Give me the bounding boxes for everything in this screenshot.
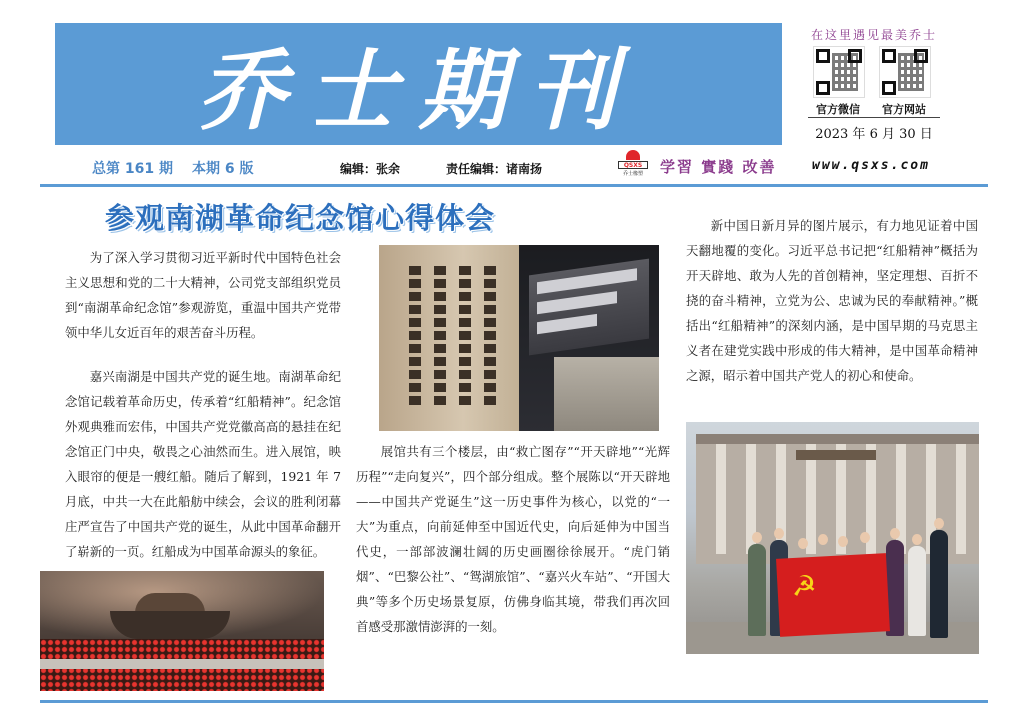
group-photo xyxy=(686,422,979,654)
editor-credit: 编辑：张余 xyxy=(340,162,401,176)
museum-exhibit-photo xyxy=(379,245,659,431)
publication-title: 乔士期刊 xyxy=(198,38,639,142)
issue-page-count: 本期 6 版 xyxy=(192,161,254,177)
qr-website-label: 官方网站 xyxy=(882,103,926,116)
website-link[interactable]: www.qsxs.com xyxy=(812,158,930,173)
company-logo-icon xyxy=(618,150,648,178)
header-divider xyxy=(40,184,988,187)
article-headline: 参观南湖革命纪念馆心得体会 xyxy=(105,201,496,235)
red-boat-photo xyxy=(40,571,324,691)
qr-code-wechat-icon[interactable] xyxy=(813,46,865,98)
qr-wechat-label: 官方微信 xyxy=(816,103,860,116)
date-divider xyxy=(808,117,940,118)
paragraph-3: 展馆共有三个楼层，由“救亡图存”“开天辟地”“光辉历程”“走向复兴”，四个部分组成。整个展陈以“开天辟地——中国共产党诞生”这一历史事件为核心，以党的“一大”为重点，向前延伸至中国近代史，向后延伸为中国当代史，一部部波澜壮阔的历史画圈徐徐展开。“虎门销烟”、“巴黎公社”、“鸳湖旅馆”、“嘉兴火车站”、“开国大典”等多个历史场景复原，仿佛身临其境，带我们再次回首感受那激情澎湃的一刻。 xyxy=(356,444,670,634)
paragraph-2: 嘉兴南湖是中国共产党的诞生地。南湖革命纪念馆记载着革命历史，传承着“红船精神”。纪念馆外观典雅而宏伟，中国共产党党徽高高的悬挂在纪念馆正门中央，敬畏之心油然而生。进入展馆，映入眼帘的便是一艘红船。随后了解到，1921 年 7 月底，中共一大在此船舫中续会，会议的胜利闭幕庄严宣告了中国共产党的诞生，从此中国革命翻开了崭新的一页。红船成为中国革命源头的象征。 xyxy=(65,369,341,559)
logo-caption: 乔士橡塑 xyxy=(622,171,643,177)
party-flag: ☭ xyxy=(776,553,890,637)
issue-total-number: 总第 161 期 xyxy=(92,161,173,177)
chief-editor-credit: 责任编辑：诸南扬 xyxy=(446,162,543,176)
company-motto: 学習 實踐 改善 xyxy=(660,158,777,176)
qr-code-website-icon[interactable] xyxy=(879,46,931,98)
publication-date: 2023 年 6 月 30 日 xyxy=(815,127,933,142)
masthead-banner xyxy=(55,23,782,145)
tagline: 在这里遇见最美乔士 xyxy=(810,28,937,42)
logo-text: QSXS xyxy=(618,161,648,169)
paragraph-4: 新中国日新月异的图片展示，有力地见证着中国天翻地覆的变化。习近平总书记把“红船精神”概括为开天辟地、敢为人先的首创精神，坚定理想、百折不挠的奋斗精神，立党为公、忠诚为民的奉献精神。”概括出“红船精神”的深刻内涵，是中国早期的马克思主义者在建党实践中形成的伟大精神，是中国革命精神之源，昭示着中国共产党人的初心和使命。 xyxy=(686,218,978,383)
paragraph-1: 为了深入学习贯彻习近平新时代中国特色社会主义思想和党的二十大精神，公司党支部组织党员到“南湖革命纪念馆”参观游览，重温中国共产党带领中华儿女近百年的艰苦奋斗历程。 xyxy=(65,250,341,340)
footer-divider xyxy=(40,700,988,703)
